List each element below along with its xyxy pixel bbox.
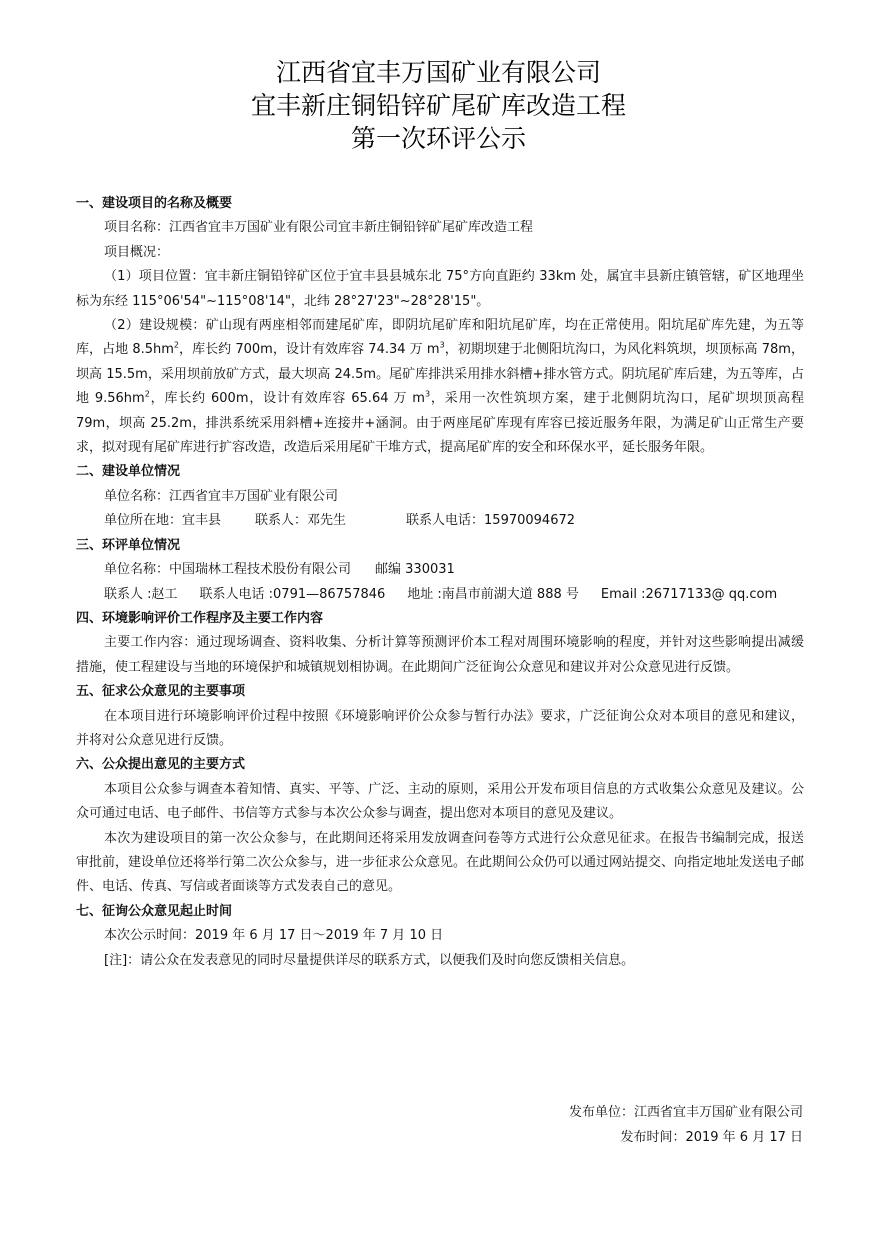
eia-unit-row: 单位名称：中国瑞林工程技术股份有限公司 邮编 330031 — [104, 562, 455, 578]
project-overview-label: 项目概况： — [104, 244, 170, 260]
project-scale: （2）建设规模：矿山现有两座相邻而建尾矿库，即阴坑尾矿库和阳坑尾矿库，均在正常使用。阳坑尾矿库先建，为五等库，占地 $8.5hm^2$，库长约 700m，设计有效库容 74.34 万 $m^3$，初期坝建于北侧阳坑沟口，为风化料筑坝，坝顶标高 78m，坝高 15.5m，采用坝前放矿方式，最大坝高 24.5m。尾矿库排洪采用排水斜槽+排水管方式。阴坑尾矿库后建，为五等库，占地 $9.56hm^2$，库长约 600m，设计有效库容 65.64 万 $m^3$，采用一次性筑坝方案，建于北侧阴坑沟口，尾矿坝坝顶高程 79m，坝高 25.2m，排洪系统采用斜槽+连接井+涵洞。由于两座尾矿库现有库容已接近服务年限，为满足矿山正常生产要求，拟对现有尾矿库进行扩容改造，改造后采用尾矿干堆方式，提高尾矿库的安全和环保水平，延长服务年限。 — [76, 318, 804, 456]
section-6-body-2: 本次为建设项目的第一次公众参与，在此期间还将采用发放调查问卷等方式进行公众意见征求。在报告书编制完成，报送审批前，建设单位还将举行第二次公众参与，进一步征求公众意见。在此期间公众仍可以通过网站提交、向指定地址发送电子邮件、电话、传真、写信或者面谈等方式发表自己的意见。 — [76, 830, 805, 895]
title-notice: 第一次环评公示 — [350, 124, 526, 153]
section-4-body: 主要工作内容：通过现场调查、资料收集、分析计算等预测评价本工程对周围环境影响的程度，并针对这些影响提出减缓措施，使工程建设与当地的环境保护和城镇规划相协调。在此期间广泛征询公众意见和建议并对公众意见进行反馈。 — [76, 635, 804, 675]
section-4-heading: 四、环境影响评价工作程序及主要工作内容 — [76, 610, 324, 626]
builder-unit-name: 单位名称：江西省宜丰万国矿业有限公司 — [104, 488, 339, 504]
section-1-heading: 一、建设项目的名称及概要 — [76, 196, 233, 211]
project-location: （1）项目位置：宜丰新庄铜铅锌矿区位于宜丰县县城东北 75°方向直距约 33km 处，属宜丰县新庄镇管辖，矿区地理坐标为东经 115°06'54"~115°08'14"，北纬 28°27'23"~28°28'15"。 — [76, 269, 804, 309]
project-name: 项目名称：江西省宜丰万国矿业有限公司宜丰新庄铜铅锌矿尾矿库改造工程 — [104, 220, 534, 236]
publish-date: 发布时间：2019 年 6 月 17 日 — [620, 1130, 803, 1145]
publisher: 发布单位：江西省宜丰万国矿业有限公司 — [568, 1105, 803, 1120]
signature-block — [569, 1100, 803, 1150]
email-link: Email :26717133@ qq.com — [600, 586, 778, 602]
title-project: 宜丰新庄铜铅锌矿尾矿库改造工程 — [250, 91, 626, 120]
section-6-body-1: 本项目公众参与调查本着知情、真实、平等、广泛、主动的原则，采用公开发布项目信息的方式收集公众意见及建议。公众可通过电话、电子邮件、书信等方式参与本次公众参与调查，提出您对本项目的意见及建议。 — [76, 781, 804, 822]
builder-contact-row: 单位所在地：宜丰县 联系人：邓先生 联系人电话：15970094672 — [104, 513, 576, 529]
publication-period: 本次公示时间：2019 年 6 月 17 日～2019 年 7 月 10 日 — [104, 928, 444, 944]
section-7-heading: 七、征询公众意见起止时间 — [76, 903, 233, 919]
document-body — [76, 192, 804, 973]
section-3-heading: 三、环评单位情况 — [76, 537, 181, 553]
title-company: 江西省宜丰万国矿业有限公司 — [275, 58, 601, 87]
section-6-heading: 六、公众提出意见的主要方式 — [76, 757, 246, 773]
document-title — [0, 56, 877, 155]
section-2-heading: 二、建设单位情况 — [76, 464, 181, 480]
note: [注]：请公众在发表意见的同时尽量提供详尽的联系方式，以便我们及时向您反馈相关信息。 — [104, 952, 635, 968]
section-5-heading: 五、征求公众意见的主要事项 — [76, 684, 246, 700]
section-5-body: 在本项目进行环境影响评价过程中按照《环境影响评价公众参与暂行办法》要求，广泛征询公众对本项目的意见和建议，并将对公众意见进行反馈。 — [76, 708, 804, 748]
eia-contact-row: 联系人 :赵工 联系人电话 :0791—86757846 地址 :南昌市前湖大道 888 号 Email :26717133@ qq.com — [104, 586, 778, 602]
